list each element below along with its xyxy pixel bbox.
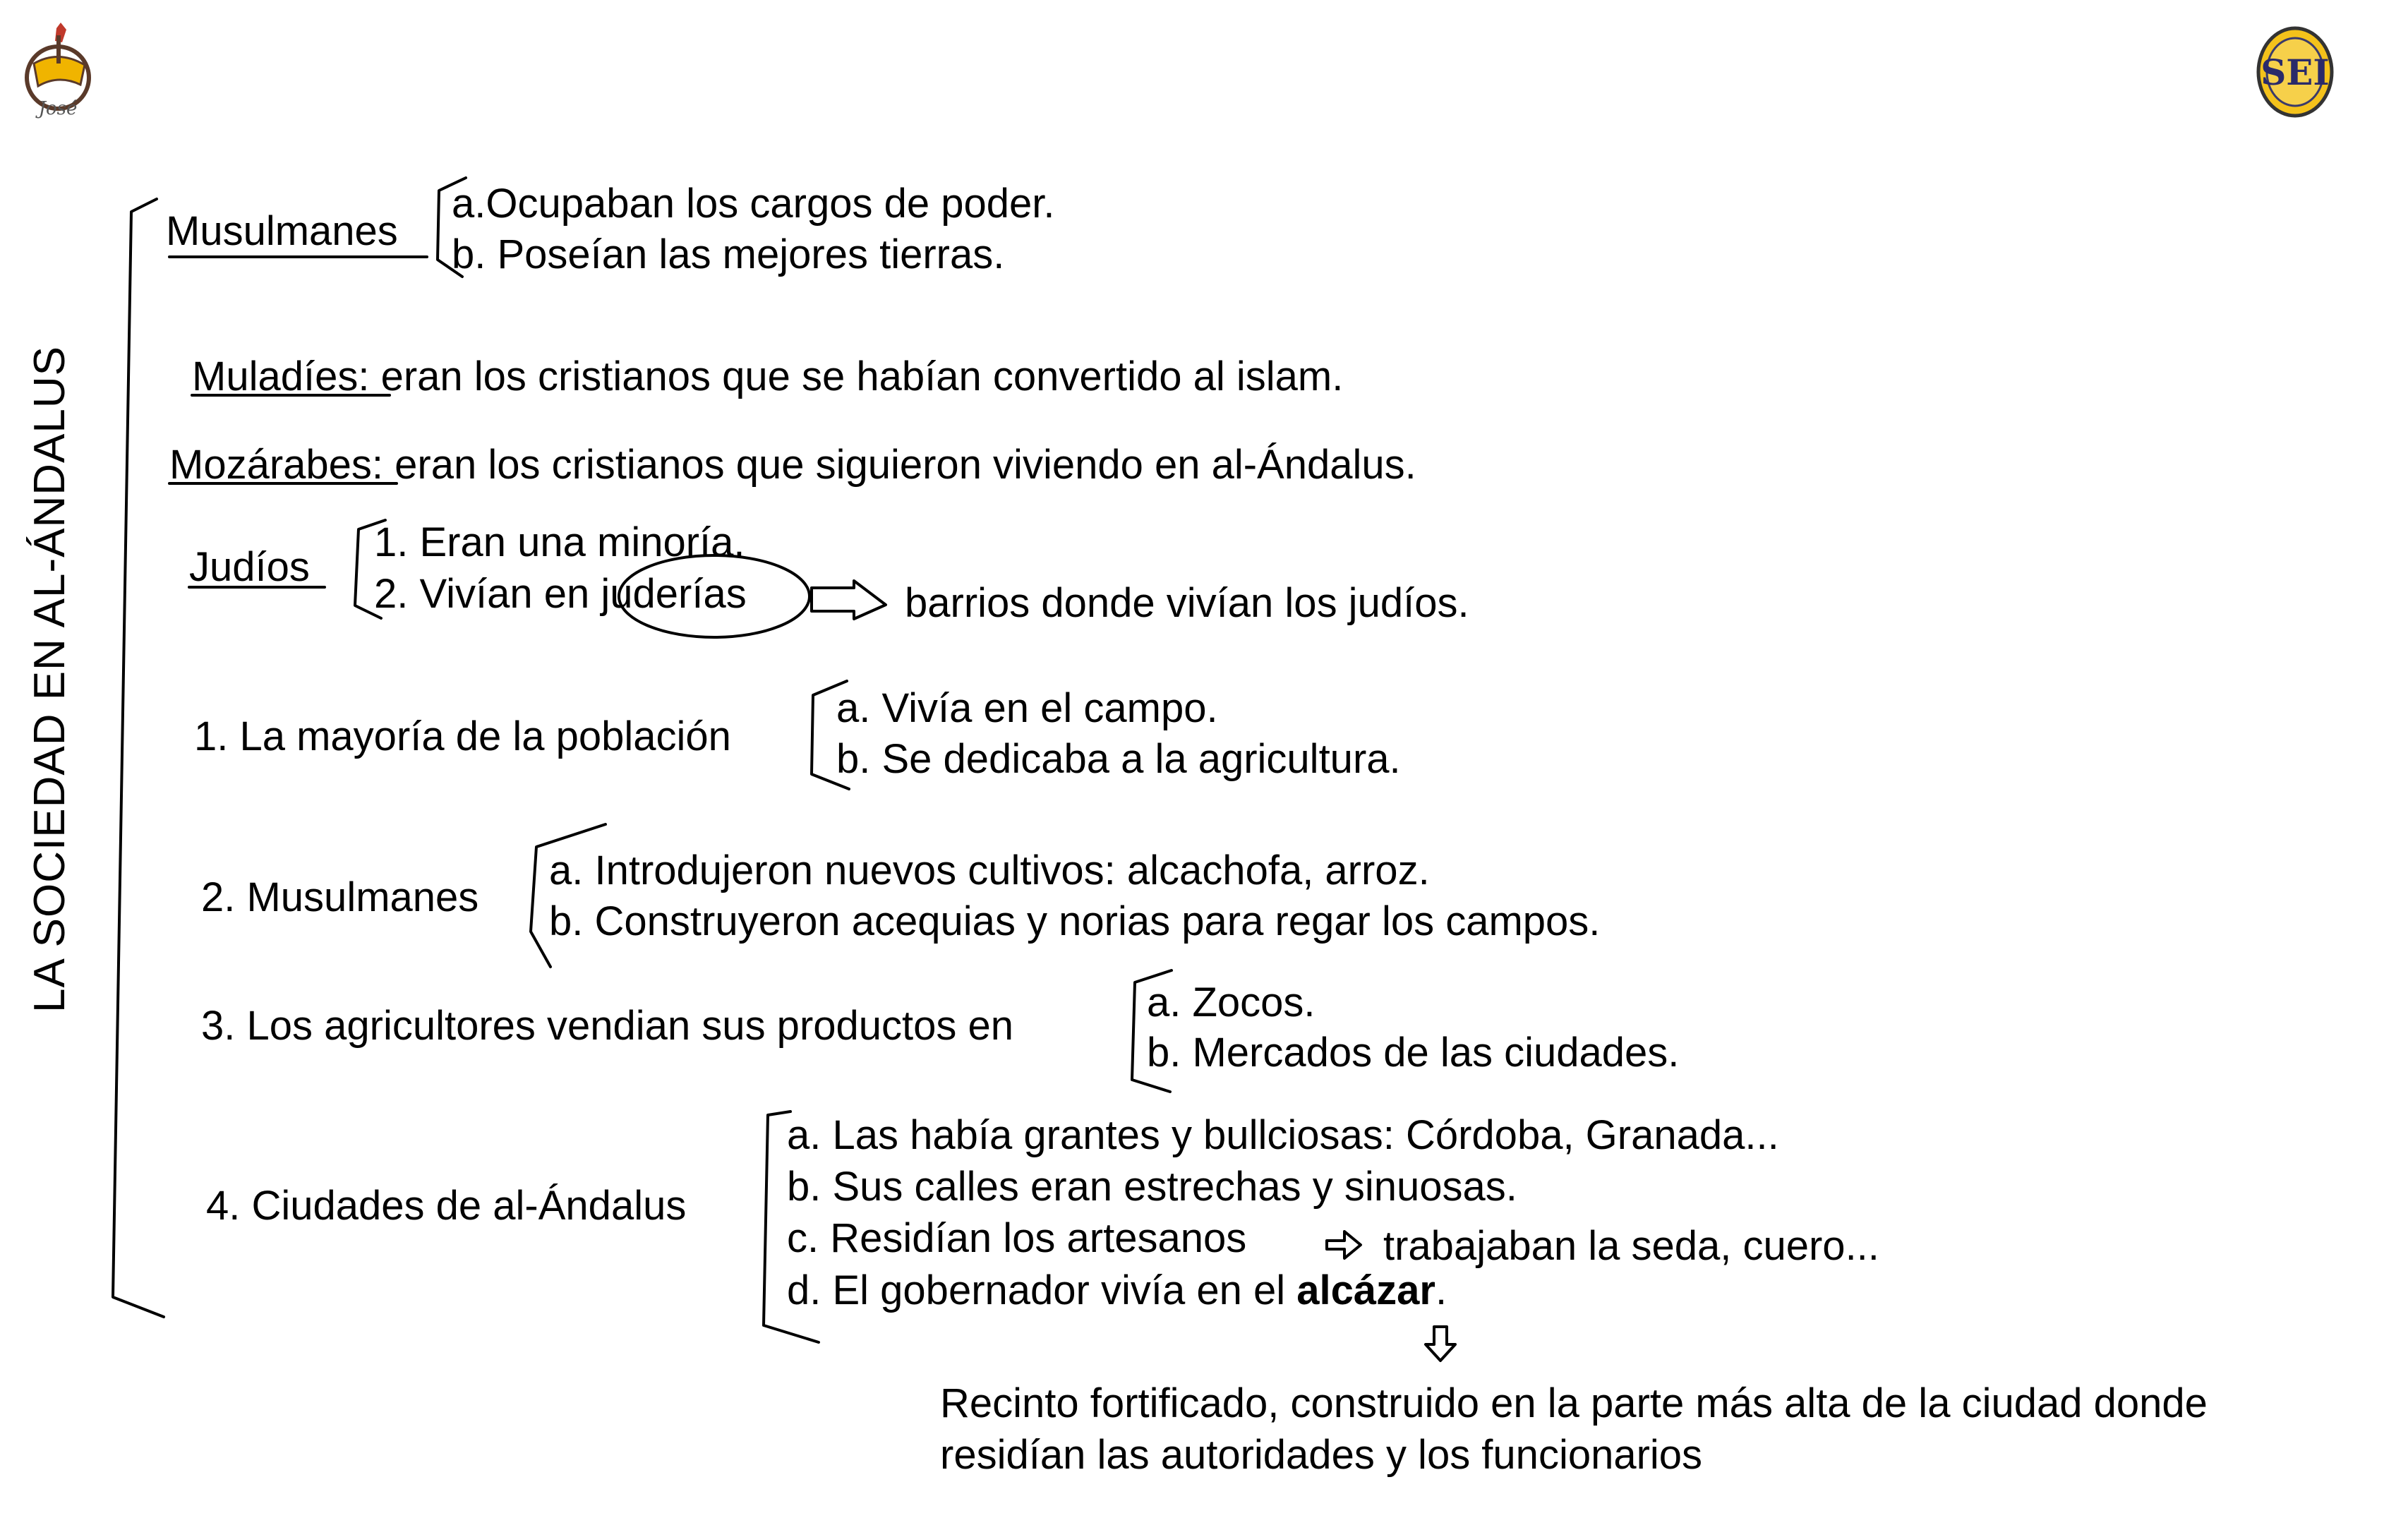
alcazar-down-arrow [1426,1327,1455,1361]
musulmanes-item-a: a.Ocupaban los cargos de poder. [452,181,1055,227]
juderias-arrow [812,581,886,619]
alcazar-definition-line-2: residían las autoridades y los funcionarios [940,1432,1703,1478]
mozarabes-label: Mozárabes [169,442,372,488]
musulmanes-item-b: b. Poseían las mejores tierras. [452,231,1005,277]
muladies-text: eran los cristianos que se habían convertido al islam. [369,354,1344,399]
ciudades-item-d-suffix: . [1435,1267,1447,1313]
musulmanes-economy-bracket [531,824,606,967]
muladies-line [192,356,1343,397]
left-logo-text: José [38,98,78,119]
mozarabes-text: : eran los cristianos que siguieron viviendo en al-Ándalus. [371,442,1416,488]
diagram-title: LA SOCIEDAD EN AL-ÁNDALUS [25,346,74,1013]
agricultores-item-b: b. Mercados de las ciudades. [1147,1030,1680,1076]
musulmanes-economy-item-a: a. Introdujeron nuevos cultivos: alcachofa, arroz. [549,848,1430,893]
ciudades-item-b: b. Sus calles eran estrechas y sinuosas. [787,1164,1517,1210]
judios-label: Judíos [189,544,310,590]
judios-item-1: 1. Eran una minoría. [374,519,745,565]
poblacion-label: 1. La mayoría de la población [194,713,731,759]
ciudades-item-d [787,1267,1447,1313]
poblacion-item-b: b. Se dedicaba a la agricultura. [836,736,1401,782]
alcazar-word: alcázar [1296,1267,1435,1313]
ciudades-item-a: a. Las había grantes y bullciosas: Córdoba, Granada... [787,1112,1779,1158]
ciudades-item-c: c. Residían los artesanos [787,1215,1247,1261]
artesanos-arrow [1327,1231,1361,1258]
juderias-definition: barrios donde vivían los judíos. [905,580,1469,626]
alcazar-definition-line-1: Recinto fortificado, construido en la parte más alta de la ciudad donde [940,1380,2208,1426]
judios-item-2-prefix: 2. Vivían en [374,571,601,617]
juderias-word: juderías [601,571,747,617]
sei-logo-text: SEI [2260,52,2330,93]
artesanos-definition: trabajaban la seda, cuero... [1383,1223,1879,1269]
musulmanes-label: Musulmanes [166,208,398,254]
ciudades-label: 4. Ciudades de al-Ándalus [206,1183,687,1229]
ciudades-item-d-prefix: d. El gobernador vivía en el [787,1267,1297,1313]
musulmanes-economy-label: 2. Musulmanes [201,874,479,920]
judios-item-2 [374,571,747,617]
agricultores-label: 3. Los agricultores vendian sus productos en [201,1003,1014,1049]
muladies-label: Muladíes: [192,354,370,399]
musulmanes-economy-item-b: b. Construyeron acequias y norias para regar los campos. [549,898,1601,944]
poblacion-item-a: a. Vivía en el campo. [836,685,1218,731]
agricultores-item-a: a. Zocos. [1147,980,1316,1025]
main-bracket [113,199,164,1317]
mozarabes-line [169,442,1416,488]
